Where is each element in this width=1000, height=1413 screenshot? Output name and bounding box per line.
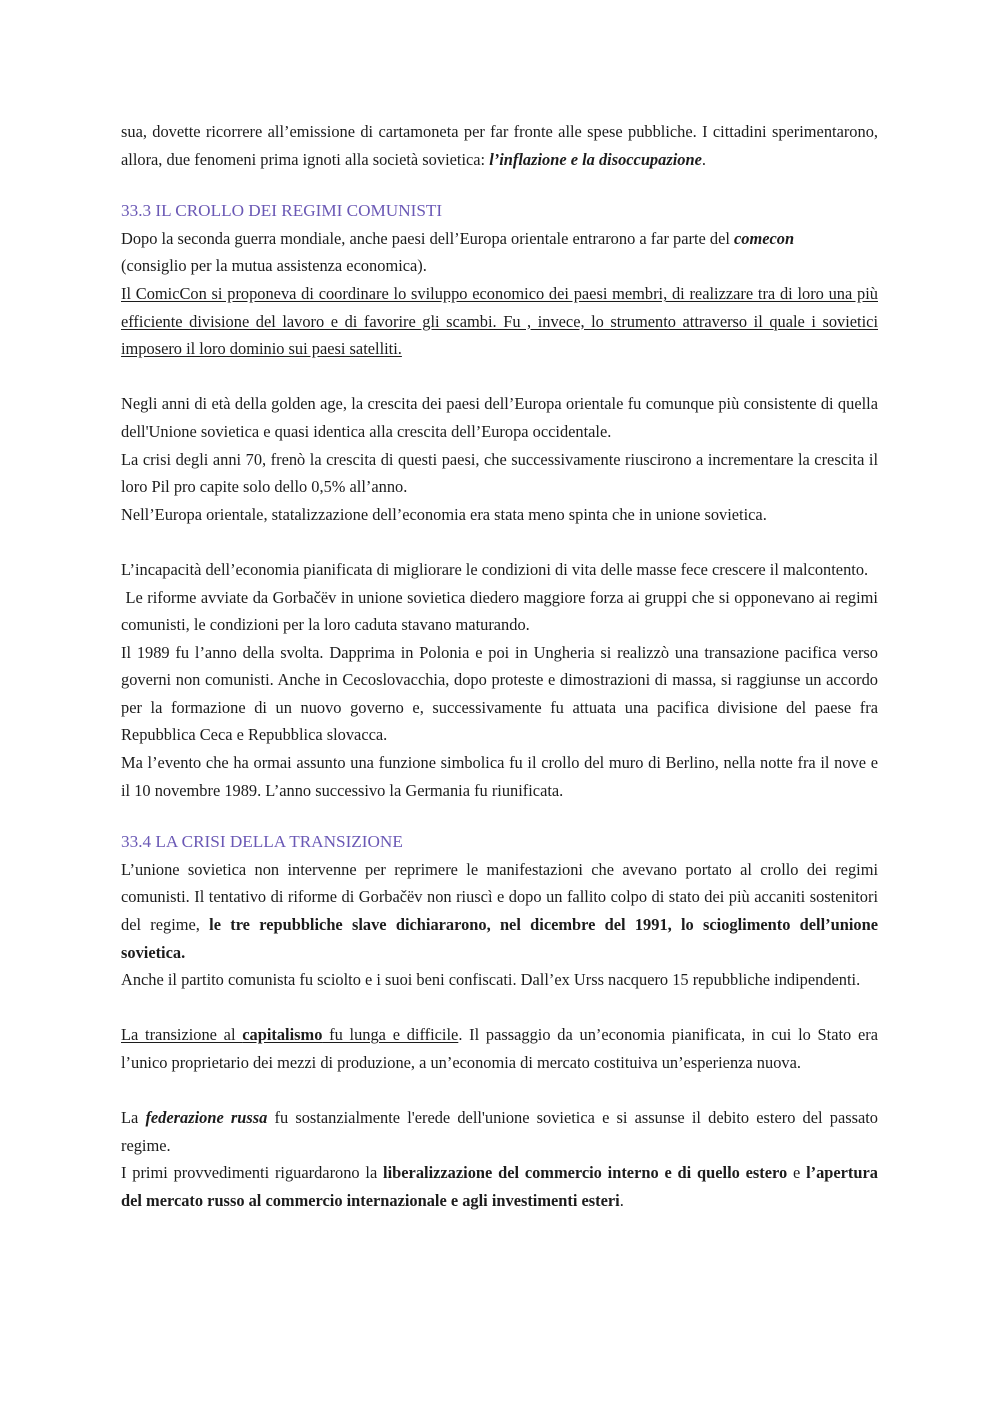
federazione-emphasis: federazione russa [145, 1108, 268, 1128]
intro-paragraph [121, 118, 878, 173]
paragraph-statalizzazione: Nell’Europa orientale, statalizzazione dell’economia era stata meno spinta che in unione sovietica. [121, 504, 767, 524]
paragraph-comiccon: Il ComicCon si proponeva di coordinare lo sviluppo economico dei paesi membri, di realizzare tra di loro una più efficiente divisione del lavoro e di favorire gli scambi. Fu , invece, lo strumento attraverso il quale i sovietici imposero il loro dominio sui paesi satelliti. [121, 283, 878, 359]
paragraph-partito: Anche il partito comunista fu sciolto e i suoi beni confiscati. Dall’ex Urss nacquero 15 repubbliche indipendenti. [121, 970, 861, 990]
intro-text: sua, dovette ricorrere all’emissione di cartamoneta per far fronte alle spese pubbliche. I cittadini sperimentarono, allora, due fenomeni prima ignoti alla società sovietica: [121, 122, 878, 169]
paragraph-provvedimenti: I primi provvedimenti riguardarono la liberalizzazione del commercio interno e di quello estero e l’apertura del mercato russo al commercio internazionale e agli investimenti esteri. [121, 1163, 878, 1210]
paragraph-crisi-70: La crisi degli anni 70, frenò la crescita di questi paesi, che successivamente riuscirono a incrementare la crescita il loro Pil pro capite solo dello 0,5% all’anno. [121, 449, 878, 497]
paragraph-comecon: Dopo la seconda guerra mondiale, anche paesi dell’Europa orientale entrarono a far parte del comecon (consiglio per la mutua assistenza economica). [121, 228, 795, 276]
intro-end: . [701, 149, 706, 169]
document-page [121, 118, 883, 1215]
paragraph-federazione: La federazione russa fu sostanzialmente l'erede dell'unione sovietica e si assunse il debito estero del passato regime. [121, 1108, 879, 1155]
capitalismo-bold: capitalismo [242, 1025, 323, 1045]
section-heading-33-4: 33.4 LA CRISI DELLA TRANSIZIONE [121, 832, 403, 852]
paragraph-golden-age: Negli anni di età della golden age, la crescita dei paesi dell’Europa orientale fu comunque più consistente di quella dell'Unione sovietica e quasi identica alla crescita dell’Europa occidentale. [121, 394, 878, 441]
paragraph-transizione: La transizione al capitalismo fu lunga e difficile. Il passaggio da un’economia pianificata, in cui lo Stato era l’unico proprietario dei mezzi di produzione, a un’economia di mercato costituiva un’esperienza nuova. [121, 1025, 879, 1072]
intro-emphasis: l’inflazione e la disoccupazione [489, 149, 702, 169]
section-heading-33-3: 33.3 IL CROLLO DEI REGIMI COMUNISTI [121, 201, 443, 221]
dissolution-bold: le tre repubbliche slave dichiararono, nel dicembre del 1991, lo scioglimento dell’unione sovietica. [121, 915, 878, 962]
paragraph-berlino: Ma l’evento che ha ormai assunto una funzione simbolica fu il crollo del muro di Berlino, nella notte fra il nove e il 10 novembre 1989. L’anno successivo la Germania fu riunificata. [121, 753, 878, 800]
paragraph-malcontento: L’incapacità dell’economia pianificata di migliorare le condizioni di vita delle masse fece crescere il malcontento. [121, 559, 869, 579]
paragraph-unione-sovietica: L’unione sovietica non intervenne per reprimere le manifestazioni che avevano portato al crollo dei regimi comunisti. Il tentativo di riforme di Gorbačëv non riuscì e dopo un fallito colpo di stato dei più accaniti sostenitori del regime, le tre repubbliche slave dichiararono, nel dicembre del 1991, lo scioglimento dell’unione sovietica. [121, 859, 878, 962]
paragraph-riforme: Le riforme avviate da Gorbačëv in unione sovietica diedero maggiore forza ai gruppi che si opponevano ai regimi comunisti, le condizioni per la loro caduta stavano maturando. [121, 587, 883, 635]
paragraph-1989: Il 1989 fu l’anno della svolta. Dapprima in Polonia e poi in Ungheria si realizzò una transazione pacifica verso governi non comunisti. Anche in Cecoslovacchia, dopo proteste e dimostrazioni di massa, si raggiunse un accordo per la formazione di un nuovo governo e, successivamente fu attuata una pacifica divisione del paese fra Repubblica Ceca e Repubblica slovacca. [121, 642, 878, 745]
comecon-emphasis: comecon [734, 228, 795, 248]
